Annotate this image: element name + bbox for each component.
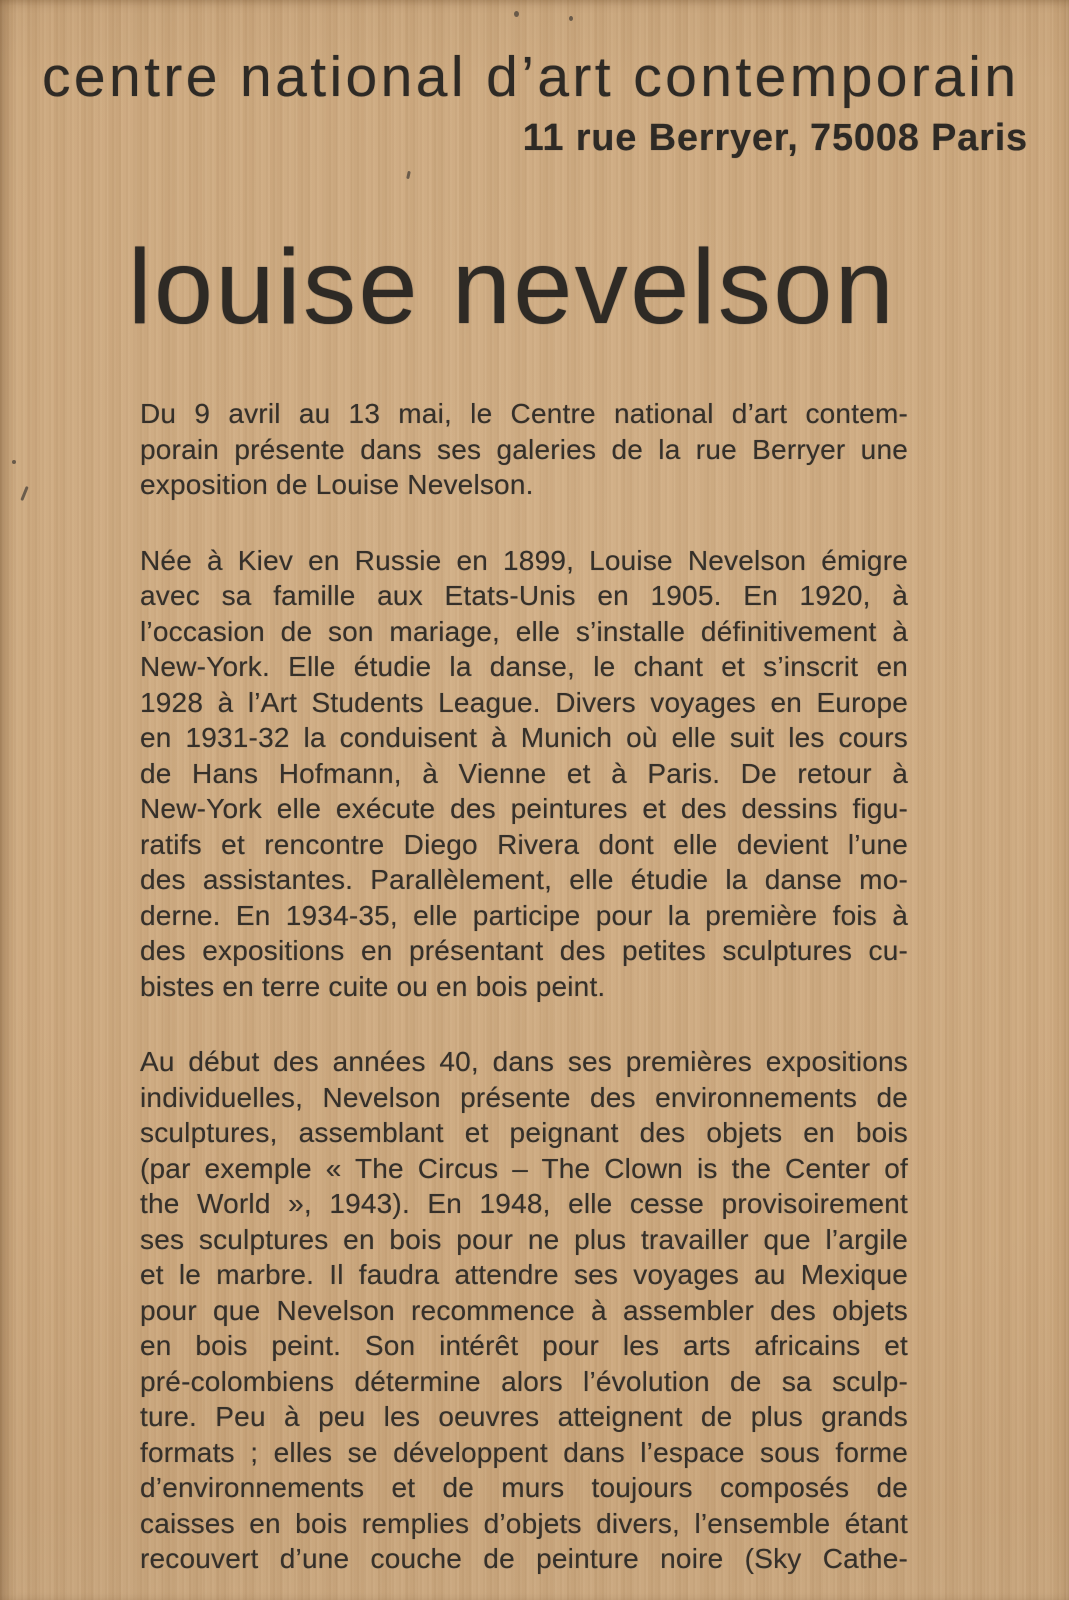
organization-name: centre national d’art contemporain (42, 45, 1020, 109)
organization-address: 11 rue Berryer, 75008 Paris (522, 116, 1028, 159)
paper-speck (514, 11, 519, 17)
text-line: avec sa famille aux Etats-Unis en 1905. En 1920, à (140, 580, 908, 611)
text-line: caisses en bois remplies d’objets divers, l’ensemble étant (140, 1507, 908, 1539)
text-line: l’occasion de son mariage, elle s’installe définitivement à (140, 615, 908, 647)
text-line: recouvert d’une couche de peinture noire (Sky Cathe- (140, 1543, 908, 1574)
text-line: d’environnements et de murs toujours composés de (140, 1472, 908, 1503)
text-line: formats ; elles se développent dans l’espace sous forme (140, 1436, 908, 1468)
text-line: bistes en terre cuite ou en bois peint. (140, 970, 606, 1002)
masthead (42, 46, 1028, 160)
paper-speck (20, 486, 28, 501)
paragraph-career (140, 1044, 908, 1577)
text-line: en bois peint. Son intérêt pour les arts africains et (140, 1330, 908, 1361)
text-line: porain présente dans ses galeries de la rue Berryer une (140, 433, 908, 465)
paragraph-intro (140, 396, 908, 503)
text-line: the World », 1943). En 1948, elle cesse provisoirement (140, 1188, 908, 1219)
text-line: derne. En 1934-35, elle participe pour la première fois à (140, 899, 908, 931)
text-line: New-York. Elle étudie la danse, le chant et s’inscrit en (140, 651, 908, 682)
text-line: et le marbre. Il faudra attendre ses voyages au Mexique (140, 1259, 908, 1290)
text-line: New-York elle exécute des peintures et des dessins figu- (140, 793, 908, 824)
text-line: (par exemple « The Circus – The Clown is the Center of (140, 1152, 908, 1184)
text-line: ratifs et rencontre Diego Rivera dont elle devient l’une (140, 828, 908, 860)
text-line: des assistantes. Parallèlement, elle étudie la danse mo- (140, 864, 908, 895)
text-line: 1928 à l’Art Students League. Divers voyages en Europe (140, 686, 908, 718)
paper-speck (569, 16, 573, 21)
text-line: sculptures, assemblant et peignant des objets en bois (140, 1117, 908, 1148)
text-line: exposition de Louise Nevelson. (140, 469, 534, 500)
text-line: ses sculptures en bois pour ne plus travailler que l’argile (140, 1223, 908, 1255)
text-line: Née à Kiev en Russie en 1899, Louise Nevelson émigre (140, 544, 908, 576)
page-title: louise nevelson (128, 228, 897, 346)
text-line: individuelles, Nevelson présente des environnements de (140, 1081, 908, 1113)
text-line: pour que Nevelson recommence à assembler des objets (140, 1294, 908, 1326)
text-line: Du 9 avril au 13 mai, le Centre national d’art contem- (140, 398, 908, 429)
body-text (140, 396, 908, 1600)
text-line: en 1931-32 la conduisent à Munich où elle suit les cours (140, 722, 908, 753)
text-line: ture. Peu à peu les oeuvres atteignent de plus grands (140, 1401, 908, 1432)
text-line: pré-colombiens détermine alors l’évolution de sa sculp- (140, 1365, 908, 1397)
paper-speck (12, 460, 16, 464)
paper-speck (406, 171, 411, 179)
text-line: Au début des années 40, dans ses premières expositions (140, 1046, 908, 1077)
paragraph-biography (140, 543, 908, 1005)
text-line: de Hans Hofmann, à Vienne et à Paris. De retour à (140, 757, 908, 789)
text-line: des expositions en présentant des petites sculptures cu- (140, 935, 908, 966)
